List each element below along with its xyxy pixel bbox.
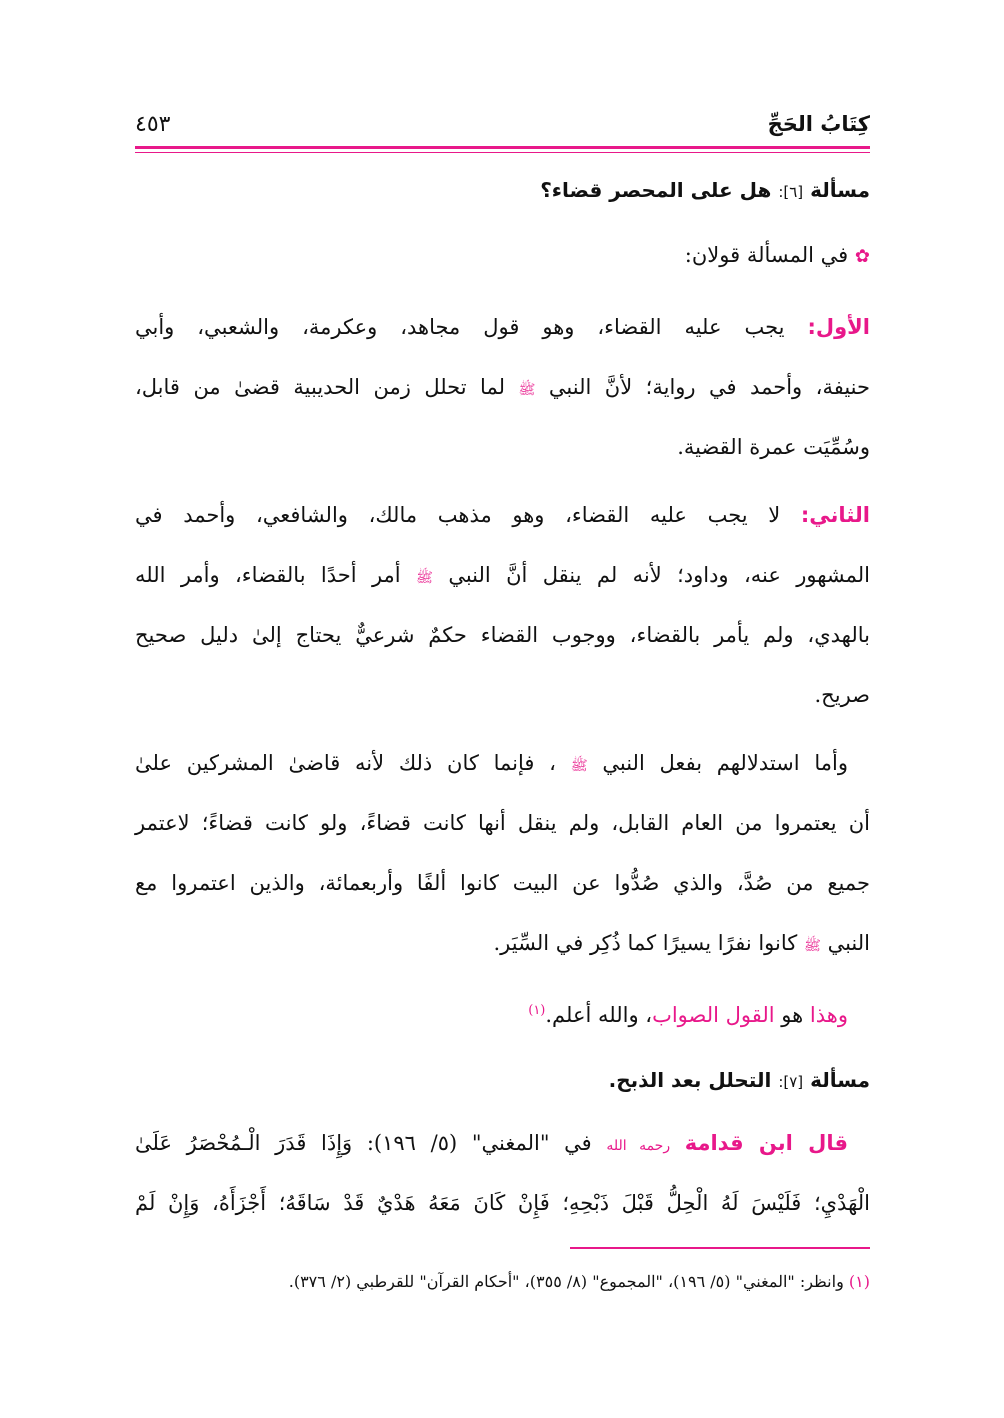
header-divider-thin	[135, 152, 870, 153]
text-run: في "المغني" (٥/ ١٩٦):	[366, 1131, 592, 1155]
text-run: أن يعتمروا من العام القابل، ولم ينقل أنها كانت قضاءً، ولو كانت قضاءً؛ لاعتمر	[135, 811, 870, 835]
book-page	[135, 0, 870, 1418]
paragraph-line	[135, 868, 870, 898]
text-run: الْهَدْيِ؛ فَلَيْسَ لَهُ الْحِلُّ قَبْلَ ذَبْحِهِ؛ فَإِنْ كَانَ مَعَهُ هَدْيٌ قَدْ سَاقَهُ؛ أَجْزَأَهُ، وَإِنْ لَمْ	[135, 1191, 870, 1215]
paragraph-line	[135, 432, 870, 462]
honorific-glyph: ﷺ	[803, 938, 821, 954]
paragraph-line	[135, 620, 870, 650]
paragraph-line	[135, 560, 870, 593]
text-run: يجب عليه القضاء، وهو قول مجاهد، وعكرمة، والشعبي، وأبي	[135, 315, 785, 339]
conclusion-word: وهذا	[809, 1003, 848, 1027]
first-opinion-label: الأول:	[807, 315, 870, 339]
book-title: كِتَابُ الحَجِّ	[767, 112, 870, 136]
header-divider	[135, 146, 870, 149]
paragraph-line	[135, 312, 870, 342]
text-run: وَإِذَا قَدَرَ الْـمُحْصَرُ عَلَىٰ	[135, 1131, 353, 1155]
quote-line	[135, 1128, 848, 1161]
text-run: ، فإنما كان ذلك لأنه قاضىٰ المشركين علىٰ	[135, 751, 556, 775]
correct-opinion-phrase: القول الصواب	[652, 1003, 775, 1027]
page-header	[135, 112, 870, 148]
section-title: التحلل بعد الذبح.	[608, 1068, 772, 1092]
paragraph-line	[135, 748, 848, 781]
text-run: وسُمِّيَت عمرة القضية.	[677, 435, 870, 459]
paragraph-line	[135, 928, 870, 961]
section-label: مسألة	[810, 1068, 870, 1092]
text-run: ، والله أعلم.	[545, 1003, 653, 1027]
text-run: لا يجب عليه القضاء، وهو مذهب مالك، والشافعي، وأحمد في	[135, 503, 781, 527]
text-run: النبي	[827, 931, 870, 955]
second-opinion-label: الثاني:	[800, 503, 870, 527]
footnote-reference[interactable]: (١)	[528, 1003, 546, 1018]
text-run: هو	[781, 1003, 804, 1027]
paragraph-line	[135, 372, 870, 405]
text-run: المشهور عنه، وداود؛ لأنه لم ينقل أنَّ النبي	[448, 563, 870, 587]
text-run: بالهدي، ولم يأمر بالقضاء، ووجوب القضاء حكمٌ شرعيٌّ يحتاج إلىٰ دليل صحيح	[135, 623, 870, 647]
text-run: لما تحلل زمن الحديبية قضىٰ من قابل،	[135, 375, 505, 399]
paragraph-line	[135, 808, 870, 838]
footnote-text: وانظر: "المغني" (٥/ ١٩٦)، "المجموع" (٨/ ٣٥٥)، "أحكام القرآن" للقرطبي (٢/ ٣٧٦).	[288, 1272, 844, 1291]
flower-ornament-icon: ✿	[854, 246, 870, 267]
text-run: جميع من صُدَّ، والذي صُدُّوا عن البيت كانوا ألفًا وأربعمائة، والذين اعتمروا مع	[135, 871, 870, 895]
quote-line	[135, 1188, 870, 1218]
conclusion-line	[135, 996, 848, 1030]
paragraph-line	[135, 680, 870, 710]
page-number: ٤٥٣	[135, 112, 171, 137]
footnote-divider	[570, 1247, 870, 1249]
honorific-glyph: ﷺ	[416, 570, 433, 586]
section-title: هل على المحصر قضاء؟	[540, 178, 772, 202]
section-label: مسألة	[810, 178, 870, 202]
rahimahullah-glyph: رحمه الله	[606, 1138, 671, 1154]
text-run: كانوا نفرًا يسيرًا كما ذُكِر في السِّيَر.	[493, 931, 798, 955]
intro-text: في المسألة قولان:	[684, 243, 849, 267]
text-run: صريح.	[814, 683, 870, 707]
honorific-glyph: ﷺ	[518, 382, 536, 398]
paragraph-line	[135, 500, 870, 530]
text-run: وأما استدلالهم بفعل النبي	[602, 751, 848, 775]
footnote-marker: (١)	[848, 1272, 870, 1291]
footnote	[135, 1272, 870, 1291]
quote-speaker: قال ابن قدامة	[684, 1131, 848, 1155]
section-heading-6	[135, 178, 870, 202]
intro-line	[135, 240, 870, 272]
honorific-glyph: ﷺ	[570, 758, 588, 774]
section-number: [٧]:	[778, 1073, 804, 1091]
section-number: [٦]:	[778, 183, 804, 201]
section-heading-7	[135, 1068, 870, 1092]
text-run: أمر أحدًا بالقضاء، وأمر الله	[135, 563, 401, 587]
text-run: حنيفة، وأحمد في رواية؛ لأنَّ النبي	[548, 375, 870, 399]
